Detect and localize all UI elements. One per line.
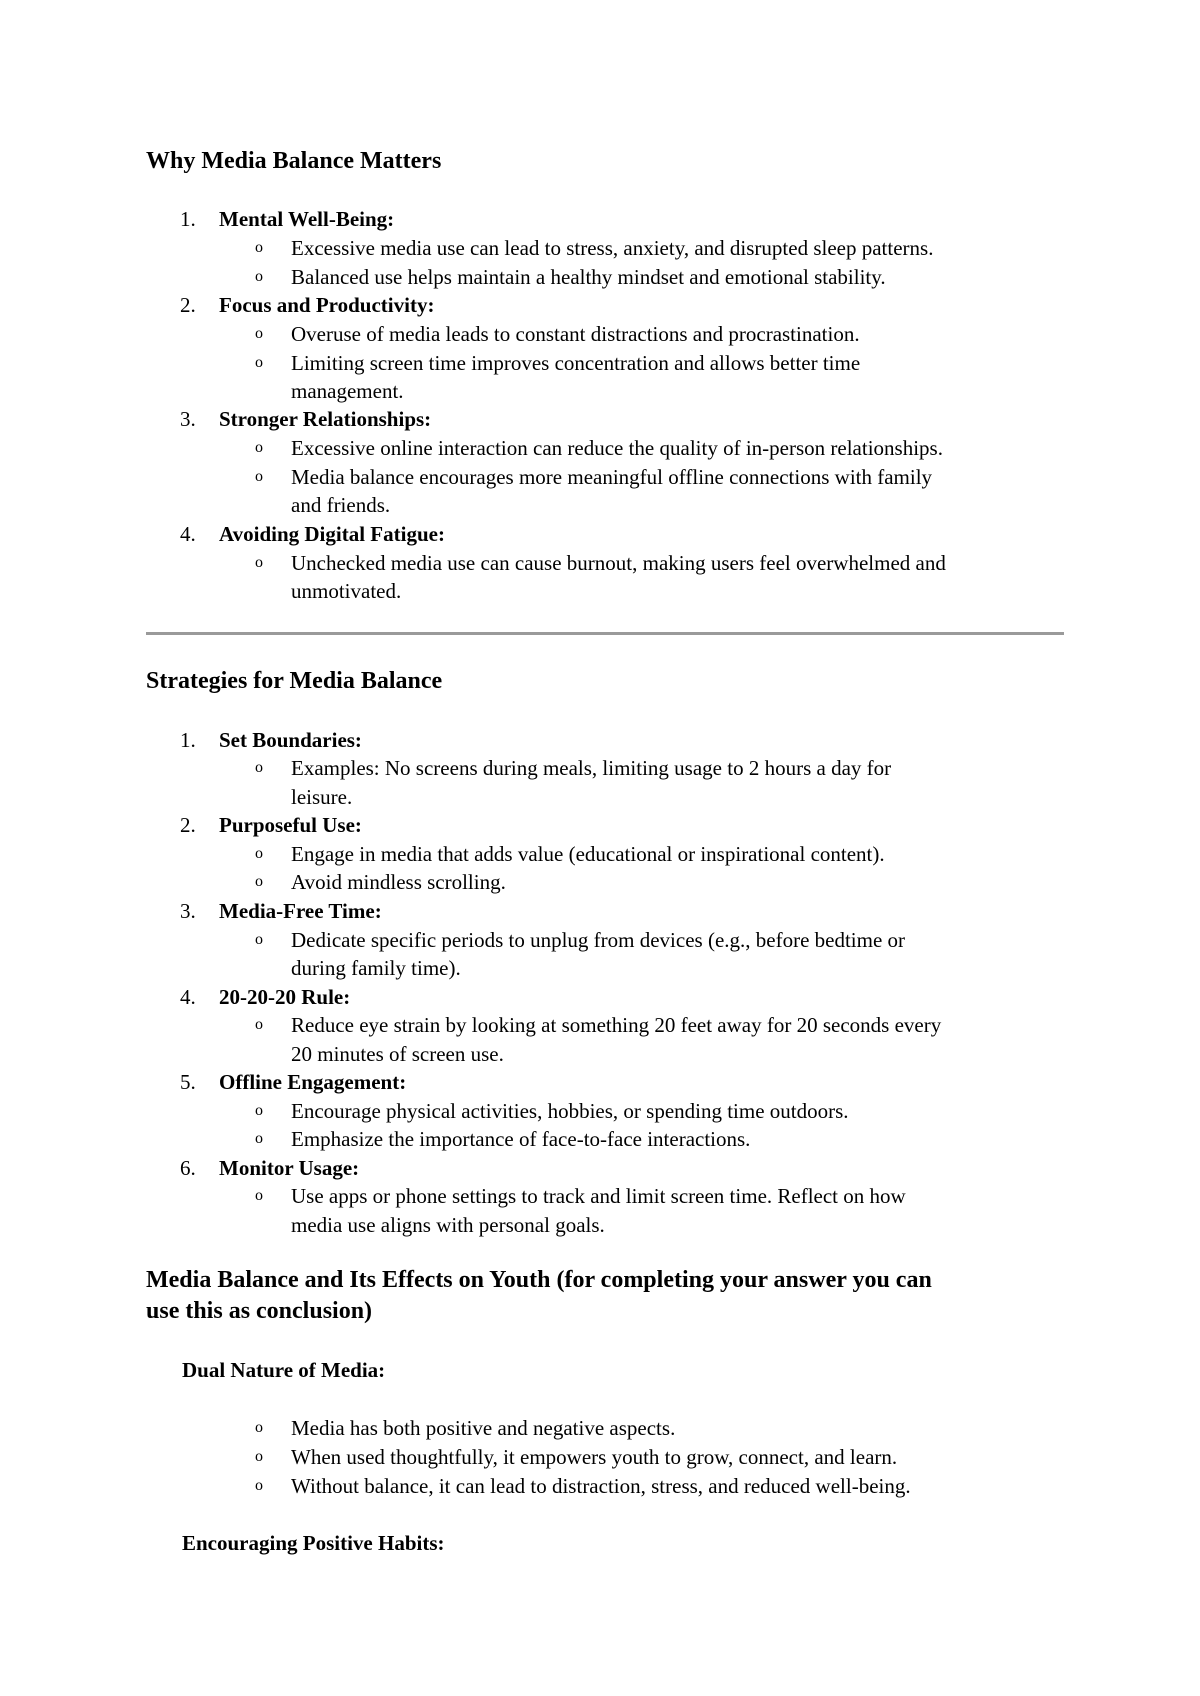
bullet-icon: o [255,268,263,285]
bullet-icon: o [255,1419,263,1436]
item-number: 3. [180,407,196,431]
bullet-text: Engage in media that adds value (educational or inspirational content). [291,842,885,866]
item-title: Stronger Relationships: [219,407,432,431]
horizontal-divider [146,632,1064,635]
item-title: Offline Engagement: [219,1070,407,1094]
bullet-icon: o [255,439,263,456]
item-number: 3. [180,899,196,923]
bullet-icon: o [255,1187,263,1204]
bullet-text: Balanced use helps maintain a healthy mindset and emotional stability. [291,265,886,289]
bullet-text: Media has both positive and negative aspects. [291,1416,676,1440]
bullet-icon: o [255,554,263,571]
bullet-text: and friends. [291,493,391,517]
bullet-text: Media balance encourages more meaningful offline connections with family [291,465,933,489]
bullet-icon: o [255,931,263,948]
subheading-dual-nature: Dual Nature of Media: [182,1358,386,1382]
bullet-icon: o [255,845,263,862]
bullet-icon: o [255,873,263,890]
item-number: 4. [180,522,196,546]
bullet-icon: o [255,1102,263,1119]
bullet-text: during family time). [291,956,461,980]
section-heading-strategies: Strategies for Media Balance [146,668,443,694]
bullet-icon: o [255,325,263,342]
bullet-text: Reduce eye strain by looking at something 20 feet away for 20 seconds every [291,1013,942,1037]
section-heading-effects-on-youth-line2: use this as conclusion) [146,1298,373,1324]
bullet-text: When used thoughtfully, it empowers youth to grow, connect, and learn. [291,1445,898,1469]
bullet-icon: o [255,354,263,371]
subheading-positive-habits: Encouraging Positive Habits: [182,1531,445,1555]
bullet-text: Excessive media use can lead to stress, anxiety, and disrupted sleep patterns. [291,236,934,260]
bullet-text: Without balance, it can lead to distraction, stress, and reduced well-being. [291,1474,911,1498]
bullet-text: media use aligns with personal goals. [291,1213,605,1237]
bullet-text: Avoid mindless scrolling. [291,870,506,894]
item-number: 2. [180,293,196,317]
bullet-icon: o [255,759,263,776]
bullet-text: unmotivated. [291,579,402,603]
item-number: 6. [180,1156,196,1180]
item-title: Avoiding Digital Fatigue: [219,522,445,546]
item-title: 20-20-20 Rule: [219,985,351,1009]
item-title: Purposeful Use: [219,813,362,837]
item-number: 4. [180,985,196,1009]
item-number: 2. [180,813,196,837]
bullet-text: Excessive online interaction can reduce the quality of in-person relationships. [291,436,943,460]
item-title: Set Boundaries: [219,728,362,752]
section-heading-effects-on-youth: Media Balance and Its Effects on Youth (for completing your answer you can [146,1267,932,1293]
bullet-text: leisure. [291,785,353,809]
bullet-icon: o [255,1477,263,1494]
item-title: Mental Well-Being: [219,207,395,231]
bullet-icon: o [255,1448,263,1465]
bullet-icon: o [255,1016,263,1033]
item-number: 1. [180,207,196,231]
bullet-text: Limiting screen time improves concentration and allows better time [291,351,861,375]
bullet-text: Use apps or phone settings to track and limit screen time. Reflect on how [291,1184,906,1208]
bullet-text: Unchecked media use can cause burnout, making users feel overwhelmed and [291,551,946,575]
bullet-icon: o [255,468,263,485]
bullet-text: Emphasize the importance of face-to-face interactions. [291,1127,751,1151]
item-title: Monitor Usage: [219,1156,360,1180]
item-title: Focus and Productivity: [219,293,435,317]
bullet-text: Dedicate specific periods to unplug from devices (e.g., before bedtime or [291,928,906,952]
bullet-icon: o [255,239,263,256]
bullet-text: management. [291,379,404,403]
bullet-text: 20 minutes of screen use. [291,1042,504,1066]
item-number: 1. [180,728,196,752]
bullet-icon: o [255,1130,263,1147]
bullet-text: Encourage physical activities, hobbies, or spending time outdoors. [291,1099,849,1123]
section-heading-why-media-balance: Why Media Balance Matters [146,148,442,174]
bullet-text: Overuse of media leads to constant distractions and procrastination. [291,322,860,346]
item-title: Media-Free Time: [219,899,382,923]
item-number: 5. [180,1070,196,1094]
bullet-text: Examples: No screens during meals, limiting usage to 2 hours a day for [291,756,892,780]
